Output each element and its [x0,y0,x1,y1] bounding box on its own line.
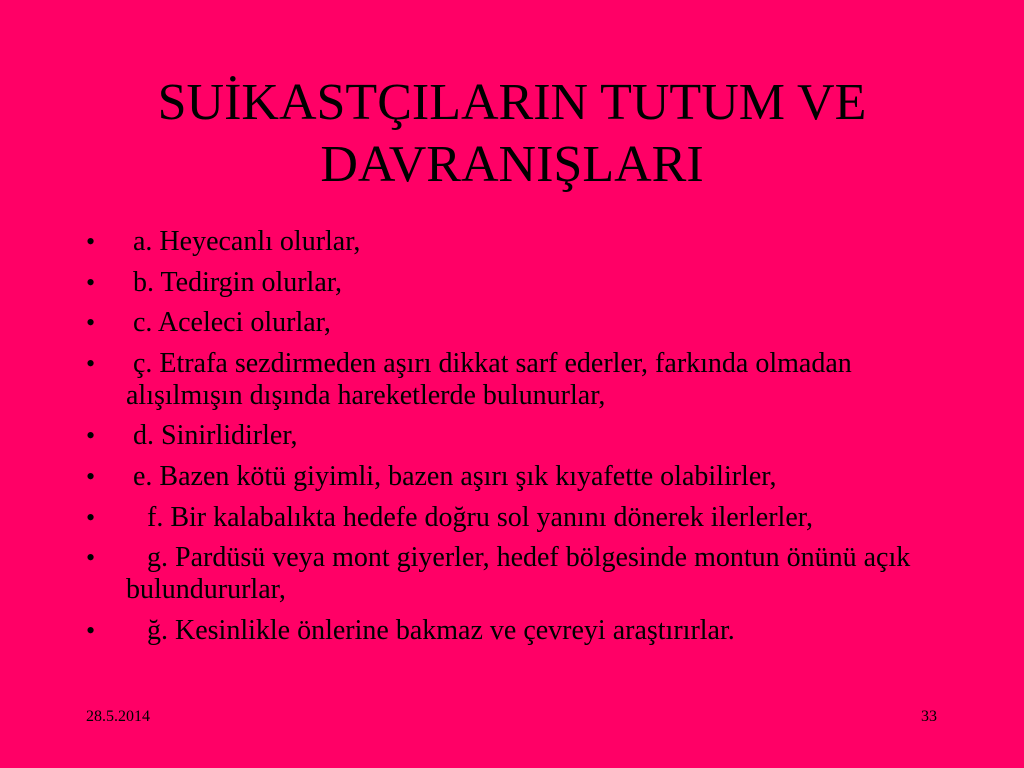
list-item [86,267,966,299]
bullet-text: e. Bazen kötü giyimli, bazen aşırı şık kıyafette olabilirler, [126,460,777,492]
bullet-list [86,226,966,655]
bullet-icon: • [86,543,96,573]
bullet-text: g. Pardüsü veya mont giyerler, hedef bölgesinde montun önünü açık bulundururlar, [126,542,918,606]
list-item [86,226,966,258]
list-item [86,348,966,412]
bullet-icon: • [86,348,96,378]
bullet-text: d. Sinirlidirler, [126,420,298,452]
bullet-icon: • [86,308,96,338]
bullet-icon: • [86,421,96,451]
title-line-2: DAVRANIŞLARI [320,136,704,193]
bullet-text: c. Aceleci olurlar, [126,307,331,339]
list-item [86,615,966,647]
bullet-text: ç. Etrafa sezdirmeden aşırı dikkat sarf ederler, farkında olmadan alışılmışın dışında hareketlerde bulunurlar, [126,347,859,411]
bullet-icon: • [86,227,96,256]
bullet-icon: • [86,615,96,645]
bullet-icon: • [86,267,96,297]
bullet-text: ğ. Kesinlikle önlerine bakmaz ve çevreyi araştırırlar. [126,614,735,646]
slide-title [60,72,964,196]
list-item [86,542,966,606]
list-item [86,461,966,493]
bullet-text: a. Heyecanlı olurlar, [126,226,361,257]
title-line-1: SUİKASTÇILARIN TUTUM VE [157,74,867,131]
page-number: 33 [921,708,937,725]
bullet-icon: • [86,461,96,491]
list-item [86,420,966,452]
footer-date: 28.5.2014 [86,708,150,725]
bullet-text: f. Bir kalabalıkta hedefe doğru sol yanını dönerek ilerlerler, [126,501,813,533]
list-item [86,307,966,339]
bullet-icon: • [86,502,96,532]
list-item [86,502,966,534]
bullet-text: b. Tedirgin olurlar, [126,266,342,298]
